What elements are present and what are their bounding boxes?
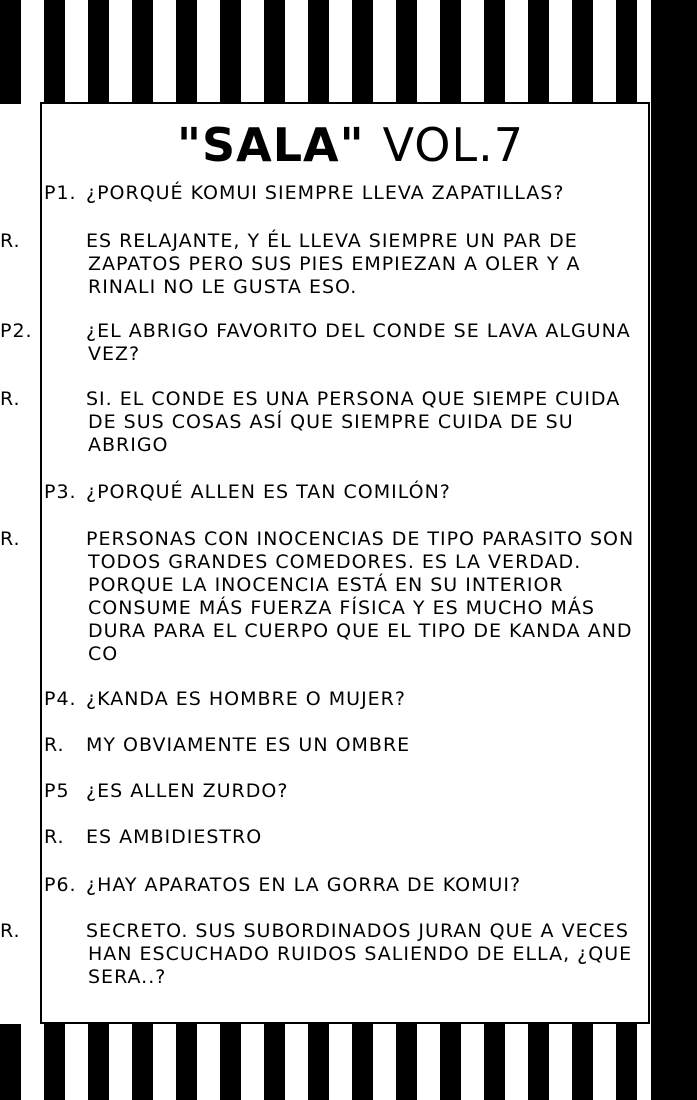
question-1 xyxy=(44,182,648,205)
question-4 xyxy=(44,688,648,711)
entry-label: P2. xyxy=(0,320,33,342)
entry-text: ¿ES ALLEN ZURDO? xyxy=(86,780,289,802)
entry-text: ES RELAJANTE, Y ÉL LLEVA SIEMPRE UN PAR DE ZAPATOS PERO SUS PIES EMPIEZAN A OLER Y A RINALI NO LE GUSTA ESO. xyxy=(86,230,581,298)
entry-text: MY OBVIAMENTE ES UN OMBRE xyxy=(86,734,411,756)
entry-label: R. xyxy=(0,528,21,550)
entry-text: ¿HAY APARATOS EN LA GORRA DE KOMUI? xyxy=(86,874,522,896)
answer-4 xyxy=(44,734,648,757)
entry-text: ¿PORQUÉ KOMUI SIEMPRE LLEVA ZAPATILLAS? xyxy=(86,182,565,204)
top-stripe-border xyxy=(0,0,697,104)
entry-text: SI. EL CONDE ES UNA PERSONA QUE SIEMPE CUIDA DE SUS COSAS ASÍ QUE SIEMPRE CUIDA DE SU ABRIGO xyxy=(86,388,621,456)
entry-text: ¿EL ABRIGO FAVORITO DEL CONDE SE LAVA ALGUNA VEZ? xyxy=(86,320,631,365)
question-6 xyxy=(44,874,648,897)
entry-text: ¿KANDA ES HOMBRE O MUJER? xyxy=(86,688,406,710)
entry-text: SECRETO. SUS SUBORDINADOS JURAN QUE A VECES HAN ESCUCHADO RUIDOS SALIENDO DE ELLA, ¿QUE SERA..? xyxy=(86,920,633,988)
entry-label: P4. xyxy=(44,688,77,710)
entry-text: ES AMBIDIESTRO xyxy=(86,826,263,848)
entry-label: R. xyxy=(0,230,21,252)
answer-5 xyxy=(44,826,648,849)
entry-text: PERSONAS CON INOCENCIAS DE TIPO PARASITO SON TODOS GRANDES COMEDORES. ES LA VERDAD. PORQUE LA INOCENCIA ESTÁ EN SU INTERIOR CONSUME MÁS FUERZA FÍSICA Y ES MUCHO MÁS DURA PARA EL CUERPO QUE EL TIPO DE KANDA AND CO xyxy=(86,528,635,665)
question-5 xyxy=(44,780,648,803)
right-black-bar xyxy=(651,0,697,1100)
answer-1 xyxy=(0,230,648,299)
entry-label: P1. xyxy=(44,182,77,204)
bottom-stripe-border xyxy=(0,1024,697,1100)
entry-label: P3. xyxy=(44,481,77,503)
entry-label: R. xyxy=(44,826,65,848)
answer-6 xyxy=(0,920,648,989)
entry-label: R. xyxy=(0,388,21,410)
question-3 xyxy=(44,481,648,504)
answer-2 xyxy=(0,388,648,457)
answer-3 xyxy=(0,528,648,666)
entry-label: P5 xyxy=(44,780,70,802)
entry-label: R. xyxy=(0,920,21,942)
page-title xyxy=(0,118,651,172)
question-2 xyxy=(0,320,648,366)
title-main: "SALA" xyxy=(177,118,365,172)
entry-label: R. xyxy=(44,734,65,756)
entry-label: P6. xyxy=(44,874,77,896)
title-volume: VOL.7 xyxy=(382,118,524,172)
entry-text: ¿PORQUÉ ALLEN ES TAN COMILÓN? xyxy=(86,481,451,503)
